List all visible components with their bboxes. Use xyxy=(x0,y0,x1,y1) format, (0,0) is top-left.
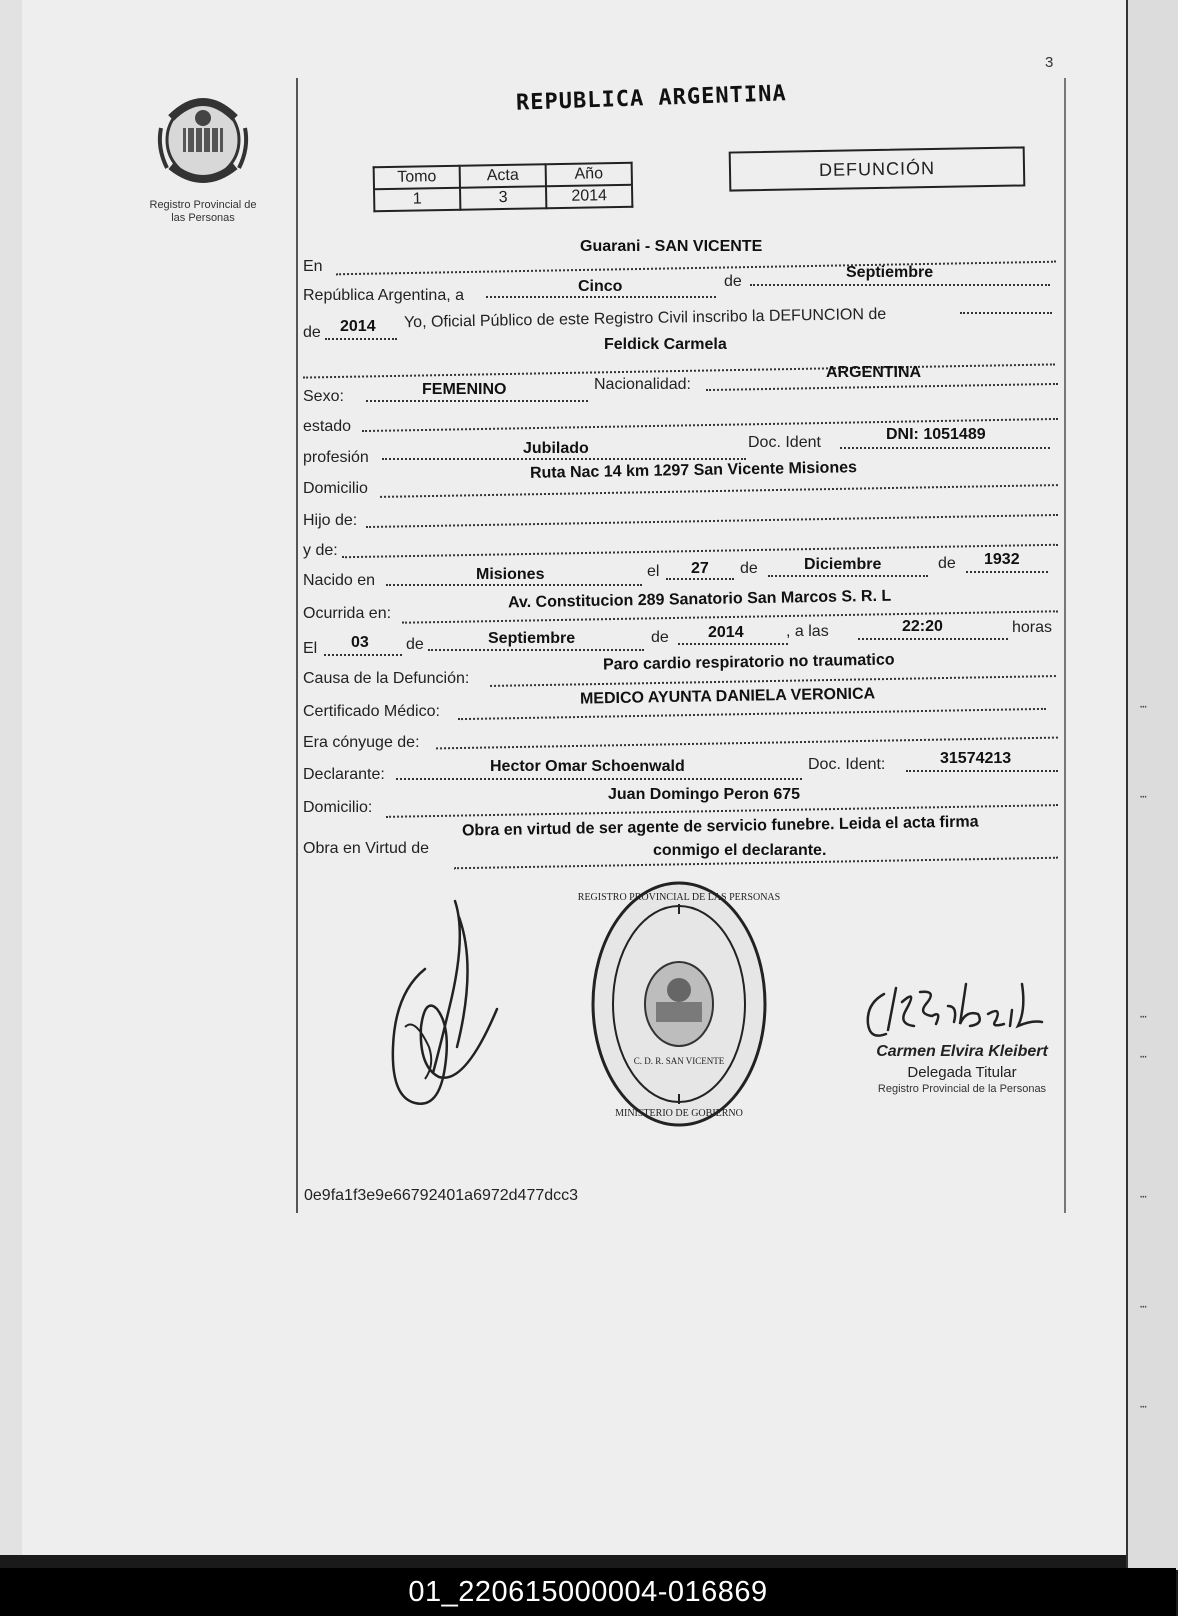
causa-value: Paro cardio respiratorio no traumatico xyxy=(602,651,895,674)
conyuge-label: Era cónyuge de: xyxy=(303,734,420,751)
statement-line xyxy=(960,312,1052,314)
a-las-label: , a las xyxy=(786,623,829,640)
death-time-line xyxy=(858,638,1008,640)
header-acta: Acta xyxy=(460,164,546,187)
document-hash: 0e9fa1f3e9e66792401a6972d477dcc3 xyxy=(304,1187,579,1204)
registrar-signature xyxy=(862,980,1050,1044)
registrar-role: Delegada Titular xyxy=(907,1064,1017,1081)
el-label: el xyxy=(647,563,660,580)
header-tomo: Tomo xyxy=(374,166,460,189)
certificado-label: Certificado Médico: xyxy=(303,703,440,720)
value-anio: 2014 xyxy=(546,185,632,208)
birth-de-label-1: de xyxy=(740,560,758,577)
domicilio-value: Ruta Nac 14 km 1297 San Vicente Misiones xyxy=(529,459,858,482)
statement-text: Yo, Oficial Público de este Registro Civil inscribo la DEFUNCION de xyxy=(403,305,887,332)
death-day: 03 xyxy=(351,634,369,651)
month-value: Septiembre xyxy=(846,264,934,281)
birth-de-label-2: de xyxy=(938,555,956,572)
obra-line-1: Obra en virtud de ser agente de servicio funebre. Leida el acta firma xyxy=(461,813,979,840)
horas-label: horas xyxy=(1012,619,1053,636)
birth-month-line xyxy=(768,575,928,577)
sexo-label: Sexo: xyxy=(303,388,344,405)
de-label-1: de xyxy=(724,273,742,290)
certificado-value: MEDICO AYUNTA DANIELA VERONICA xyxy=(579,685,876,708)
declarante-value: Hector Omar Schoenwald xyxy=(490,758,685,775)
official-seal xyxy=(577,880,781,1128)
provincial-logo xyxy=(157,88,249,190)
causa-label: Causa de la Defunción: xyxy=(303,670,470,687)
doc-ident-line xyxy=(840,447,1050,449)
obra-label: Obra en Virtud de xyxy=(303,840,430,857)
deceased-name: Feldick Carmela xyxy=(604,336,727,353)
logo-caption xyxy=(134,199,272,225)
edge-mark: ⋯ xyxy=(1140,700,1147,713)
profesion-line xyxy=(382,458,746,460)
sexo-value: FEMENINO xyxy=(422,381,507,398)
birth-year: 1932 xyxy=(984,551,1020,568)
birth-day: 27 xyxy=(691,560,709,577)
logo-caption-line1: Registro Provincial de xyxy=(149,199,257,211)
year-value: 2014 xyxy=(340,318,376,335)
death-year-line xyxy=(678,643,788,645)
estado-label: estado xyxy=(303,418,352,435)
page-edge xyxy=(0,0,22,1555)
place-value: Guarani - SAN VICENTE xyxy=(580,238,763,255)
en-label: En xyxy=(303,258,323,275)
birth-year-line xyxy=(966,571,1048,573)
seal-inner-text: C. D. R. SAN VICENTE xyxy=(633,1056,725,1066)
year-line xyxy=(325,338,397,340)
doc-ident-label: Doc. Ident xyxy=(748,434,821,451)
death-month-line xyxy=(428,649,644,651)
death-de-label-1: de xyxy=(406,636,424,653)
yde-label: y de: xyxy=(303,542,338,559)
edge-mark: ⋯ xyxy=(1140,1190,1147,1203)
edge-mark: ⋯ xyxy=(1140,1400,1147,1413)
profesion-value: Jubilado xyxy=(523,440,589,457)
ocurrida-value: Av. Constitucion 289 Sanatorio San Marcos S. R. L xyxy=(507,587,892,612)
registrar-org: Registro Provincial de la Personas xyxy=(877,1083,1047,1095)
value-tomo: 1 xyxy=(374,188,460,211)
death-month: Septiembre xyxy=(488,630,576,647)
record-type-box: DEFUNCIÓN xyxy=(729,146,1026,191)
document-title: REPUBLICA ARGENTINA xyxy=(515,81,788,116)
death-de-label-2: de xyxy=(651,629,669,646)
sexo-line xyxy=(366,400,588,402)
decl-domicilio-value: Juan Domingo Peron 675 xyxy=(608,786,801,803)
decl-doc-value: 31574213 xyxy=(940,750,1012,767)
edge-mark: ⋯ xyxy=(1140,1050,1147,1063)
value-acta: 3 xyxy=(460,186,546,209)
declarant-signature xyxy=(385,897,497,1111)
birth-day-line xyxy=(666,578,734,580)
domicilio-label: Domicilio xyxy=(303,480,368,497)
declarante-line xyxy=(396,778,802,780)
profesion-label: profesión xyxy=(303,449,369,466)
el2-label: El xyxy=(303,640,318,657)
adjacent-page-edge xyxy=(1126,0,1178,1570)
logo-caption-line2: las Personas xyxy=(171,212,235,224)
decl-doc-line xyxy=(906,770,1058,772)
decl-domicilio-label: Domicilio: xyxy=(303,799,373,816)
day-value: Cinco xyxy=(578,278,623,295)
nacionalidad-value: ARGENTINA xyxy=(826,364,922,381)
registrar-name: Carmen Elvira Kleibert xyxy=(876,1043,1048,1060)
death-year: 2014 xyxy=(708,624,744,641)
death-time: 22:20 xyxy=(902,618,943,635)
year-prefix-label: de xyxy=(303,324,321,341)
decl-doc-label: Doc. Ident: xyxy=(808,756,886,773)
header-anio: Año xyxy=(546,163,632,186)
nacido-label: Nacido en xyxy=(303,572,376,589)
scan-caption: 01_220615000004-016869 xyxy=(408,1576,768,1608)
edge-mark: ⋯ xyxy=(1140,1300,1147,1313)
edge-mark: ⋯ xyxy=(1140,1010,1147,1023)
republica-label: República Argentina, a xyxy=(303,287,464,304)
seal-bottom-text: MINISTERIO DE GOBIERNO xyxy=(615,1108,743,1119)
seal-outer-text: REGISTRO PROVINCIAL DE LAS PERSONAS xyxy=(577,892,781,903)
nacido-value: Misiones xyxy=(476,566,545,583)
death-day-line xyxy=(324,654,402,656)
ocurrida-label: Ocurrida en: xyxy=(303,605,392,622)
declarante-label: Declarante: xyxy=(303,766,385,783)
nacionalidad-label: Nacionalidad: xyxy=(594,376,691,393)
day-line xyxy=(486,296,716,298)
month-line xyxy=(750,284,1050,286)
hijo-label: Hijo de: xyxy=(303,512,358,529)
page-number: 3 xyxy=(1045,54,1054,71)
birth-month: Diciembre xyxy=(804,556,882,573)
doc-ident-value: DNI: 1051489 xyxy=(886,426,986,443)
nacido-line xyxy=(386,584,642,586)
edge-mark: ⋯ xyxy=(1140,790,1147,803)
obra-line-2: conmigo el declarante. xyxy=(653,842,827,859)
